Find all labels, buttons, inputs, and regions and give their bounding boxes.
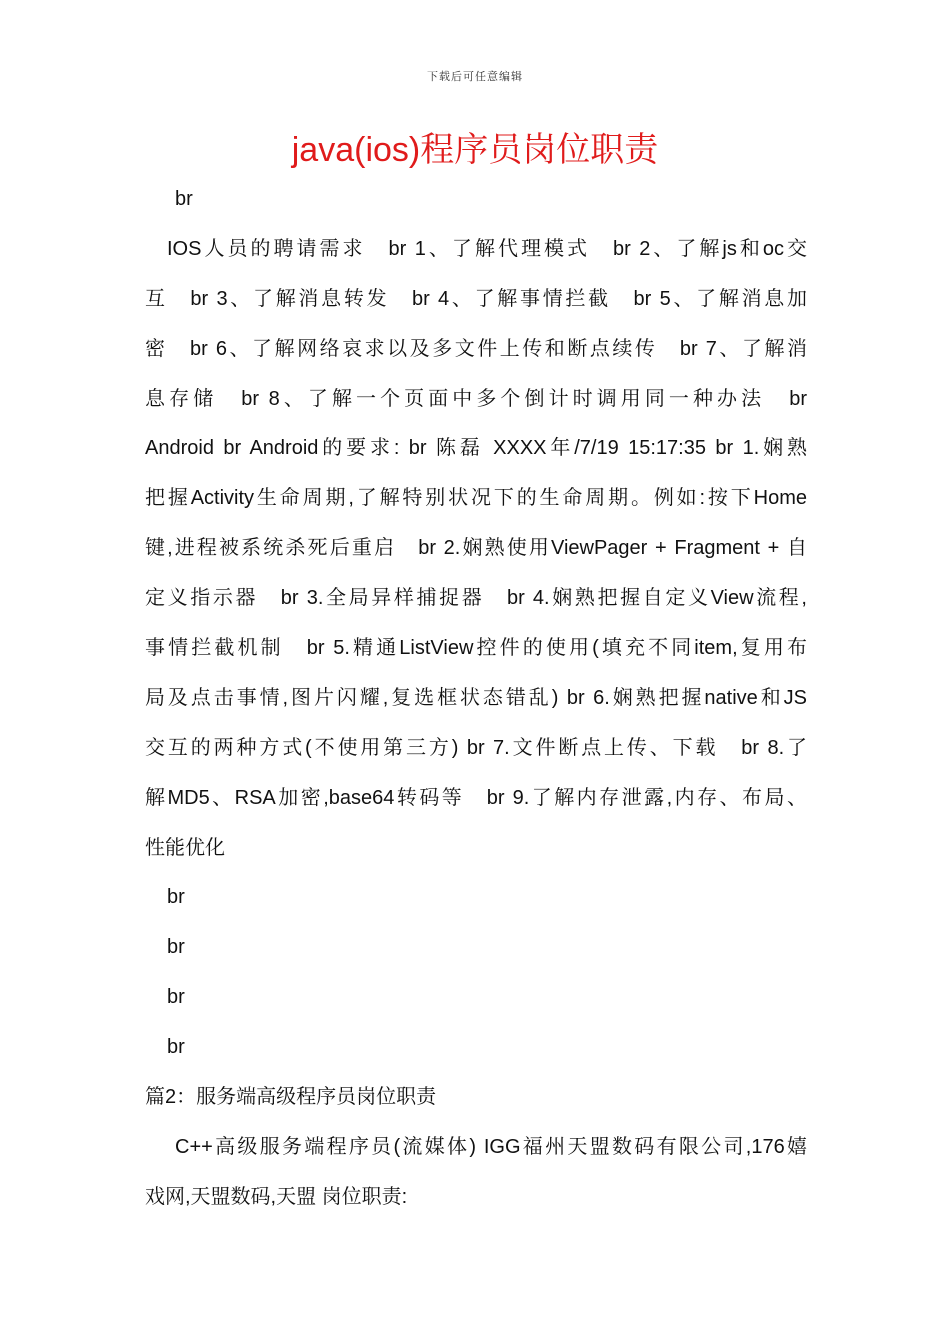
br-line: br xyxy=(167,936,185,959)
paragraph-line: 交互的两种方式(不使用第三方) br 7.文件断点上传、下载 br 8.了 xyxy=(145,736,807,759)
paragraph-line: 解MD5、RSA加密,base64转码等 br 9.了解内存泄露,内存、布局、 xyxy=(145,786,807,809)
paragraph-line: 把握Activity生命周期,了解特别状况下的生命周期。例如:按下Home xyxy=(145,487,807,510)
paragraph-line: 性能优化 xyxy=(145,836,225,859)
paragraph-line: 定义指示器 br 3.全局异样捕捉器 br 4.娴熟把握自定义View流程, xyxy=(145,587,807,610)
document-title: java(ios)程序员岗位职责 xyxy=(291,131,659,169)
section-heading: 篇2：服务端高级程序员岗位职责 xyxy=(145,1086,437,1109)
paragraph-line: 戏网,天盟数码,天盟 岗位职责: xyxy=(145,1185,408,1208)
paragraph-line: 局及点击事情,图片闪耀,复选框状态错乱) br 6.娴熟把握native和JS xyxy=(145,686,807,709)
br-line: br xyxy=(175,188,193,210)
paragraph-line: 互 br 3、了解消息转发 br 4、了解事情拦截 br 5、了解消息加 xyxy=(145,287,807,310)
br-line: br xyxy=(167,886,185,909)
header-note: 下载后可任意编辑 xyxy=(427,70,523,83)
paragraph-line: 密 br 6、了解网络哀求以及多文件上传和断点续传 br 7、了解消 xyxy=(145,337,807,360)
paragraph-line: C++高级服务端程序员(流媒体) IGG福州天盟数码有限公司,176嬉 xyxy=(175,1135,807,1158)
paragraph-line: Android br Android的要求: br 陈磊 XXXX年/7/19 15:17:35 br 1.娴熟 xyxy=(145,437,807,460)
document-body xyxy=(145,175,807,1223)
paragraph-line: 键,进程被系统杀死后重启 br 2.娴熟使用ViewPager + Fragment + 自 xyxy=(145,537,807,560)
br-line: br xyxy=(167,1036,185,1059)
br-line: br xyxy=(167,986,185,1009)
paragraph-line: IOS人员的聘请需求 br 1、了解代理模式 br 2、了解js和oc交 xyxy=(167,237,807,260)
paragraph-line: 息存储 br 8、了解一个页面中多个倒计时调用同一种办法 br xyxy=(145,387,807,410)
paragraph-line: 事情拦截机制 br 5.精通ListView控件的使用(填充不同item,复用布 xyxy=(145,637,807,660)
